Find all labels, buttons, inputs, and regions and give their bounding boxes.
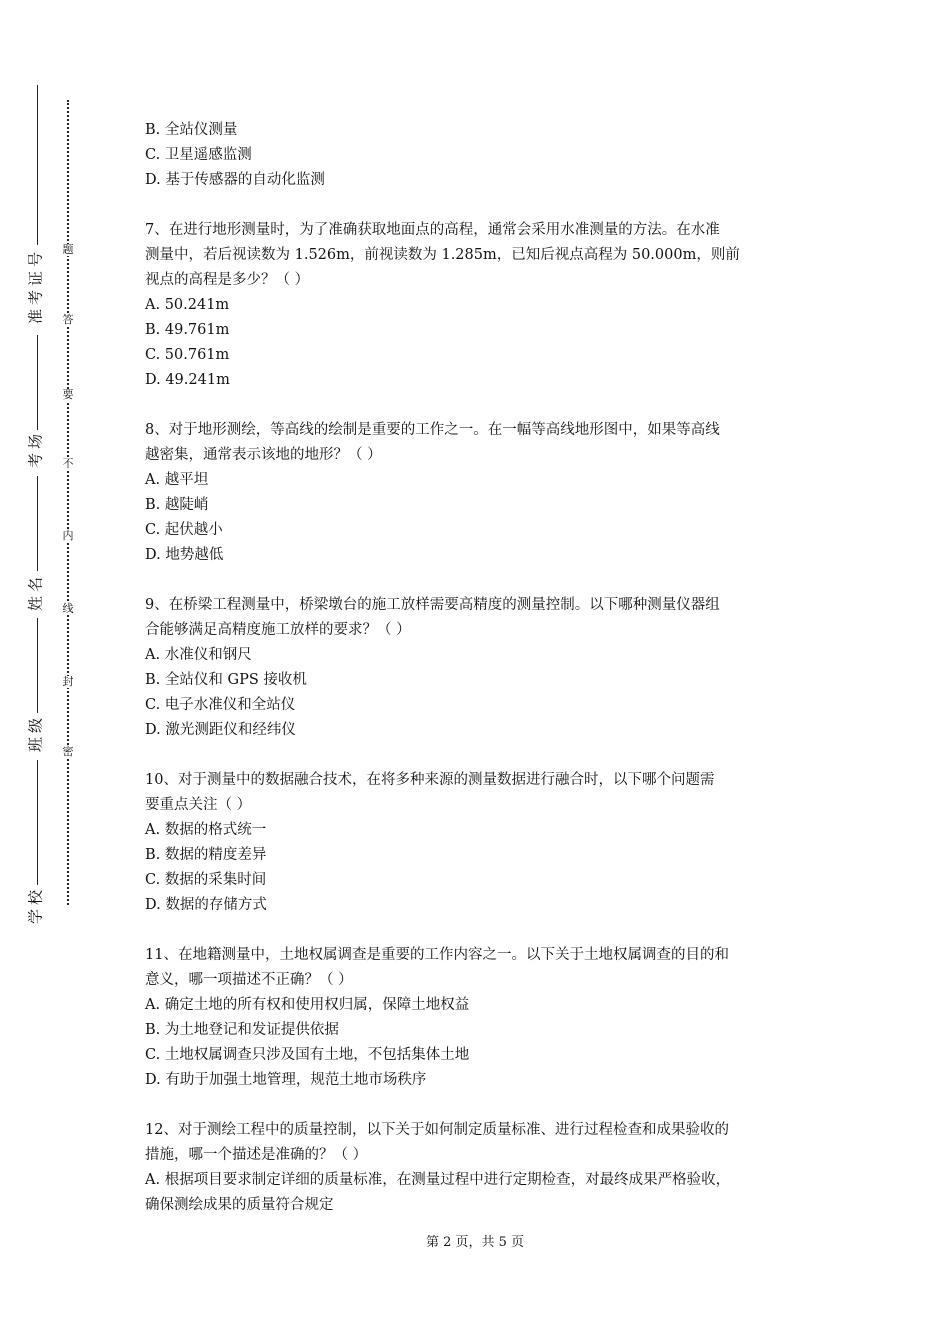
question-7 <box>145 218 820 393</box>
field-label-name: 名 姓 <box>26 577 45 612</box>
option: C. 50.761m <box>145 347 230 363</box>
question-text: 测量中，若后视读数为 1.526m，前视读数为 1.285m，已知后视点高程为 50.000m，则前 <box>145 247 740 263</box>
seal-char: 线 <box>60 603 76 615</box>
question-text: 12、对于测绘工程中的质量控制，以下关于如何制定质量标准、进行过程检查和成果验收的 <box>145 1122 729 1138</box>
seal-char: 题 <box>60 244 76 256</box>
question-11 <box>145 943 820 1093</box>
option: B. 越陡峭 <box>145 497 209 513</box>
option: B. 全站仪和 GPS 接收机 <box>145 672 307 688</box>
question-text: 要重点关注（ ） <box>145 797 252 813</box>
field-label-school: 校 学 <box>26 890 45 925</box>
binding-line <box>37 476 38 571</box>
option: C. 数据的采集时间 <box>145 872 267 888</box>
option: D. 地势越低 <box>145 547 224 563</box>
option: A. 50.241m <box>145 297 230 313</box>
page-number: 第 2 页，共 5 页 <box>425 1235 525 1250</box>
question-8 <box>145 418 820 568</box>
seal-dotted-line <box>67 100 69 905</box>
field-label-exam-room: 场 考 <box>26 434 45 469</box>
option: D. 激光测距仪和经纬仪 <box>145 722 296 738</box>
option: D. 基于传感器的自动化监测 <box>145 172 325 188</box>
option: C. 电子水准仪和全站仪 <box>145 697 296 713</box>
question-text: 合能够满足高精度施工放样的要求？（ ） <box>145 622 411 638</box>
seal-char: 要 <box>60 389 76 401</box>
binding-line <box>37 335 38 430</box>
question-text: 9、在桥梁工程测量中，桥梁墩台的施工放样需要高精度的测量控制。以下哪种测量仪器组 <box>145 597 720 613</box>
continued-options <box>145 118 820 193</box>
question-12 <box>145 1118 820 1218</box>
exam-content <box>145 118 820 1218</box>
question-text: 视点的高程是多少？（ ） <box>145 272 310 288</box>
question-text: 8、对于地形测绘，等高线的绘制是重要的工作之一。在一幅等高线地形图中，如果等高线 <box>145 422 720 438</box>
binding-line <box>37 85 38 245</box>
option: C. 土地权属调查只涉及国有土地，不包括集体土地 <box>145 1047 470 1063</box>
field-label-exam-number: 号 证 考 准 <box>26 252 45 325</box>
option: B. 49.761m <box>145 322 230 338</box>
option: A. 数据的格式统一 <box>145 822 267 838</box>
option: D. 有助于加强土地管理，规范土地市场秩序 <box>145 1072 427 1088</box>
option: A. 根据项目要求制定详细的质量标准，在测量过程中进行定期检查，对最终成果严格验收， <box>145 1172 731 1188</box>
option: D. 49.241m <box>145 372 230 388</box>
question-text: 意义，哪一项描述不正确？（ ） <box>145 972 353 988</box>
option: C. 卫星遥感监测 <box>145 147 252 163</box>
question-text: 11、在地籍测量中，土地权属调查是重要的工作内容之一。以下关于土地权属调查的目的和 <box>145 947 729 963</box>
option-continuation: 确保测绘成果的质量符合规定 <box>145 1197 334 1213</box>
question-text: 10、对于测量中的数据融合技术，在将多种来源的测量数据进行融合时，以下哪个问题需 <box>145 772 715 788</box>
seal-char: 内 <box>60 530 76 542</box>
seal-char: 答 <box>60 314 76 326</box>
option: C. 起伏越小 <box>145 522 223 538</box>
option: D. 数据的存储方式 <box>145 897 267 913</box>
option: B. 全站仪测量 <box>145 122 238 138</box>
question-text: 越密集，通常表示该地的地形？（ ） <box>145 447 382 463</box>
option: A. 水准仪和钢尺 <box>145 647 252 663</box>
option: A. 确定土地的所有权和使用权归属，保障土地权益 <box>145 997 470 1013</box>
seal-char: 不 <box>60 458 76 470</box>
binding-line <box>37 618 38 713</box>
binding-line <box>37 760 38 885</box>
seal-char: 密 <box>60 746 76 758</box>
question-text: 措施，哪一个描述是准确的？（ ） <box>145 1147 368 1163</box>
option: B. 数据的精度差异 <box>145 847 267 863</box>
field-label-class: 级 班 <box>26 718 45 753</box>
seal-char: 封 <box>60 676 76 688</box>
option: B. 为土地登记和发证提供依据 <box>145 1022 339 1038</box>
question-text: 7、在进行地形测量时，为了准确获取地面点的高程，通常会采用水准测量的方法。在水准 <box>145 222 720 238</box>
question-10 <box>145 768 820 918</box>
question-9 <box>145 593 820 743</box>
option: A. 越平坦 <box>145 472 209 488</box>
